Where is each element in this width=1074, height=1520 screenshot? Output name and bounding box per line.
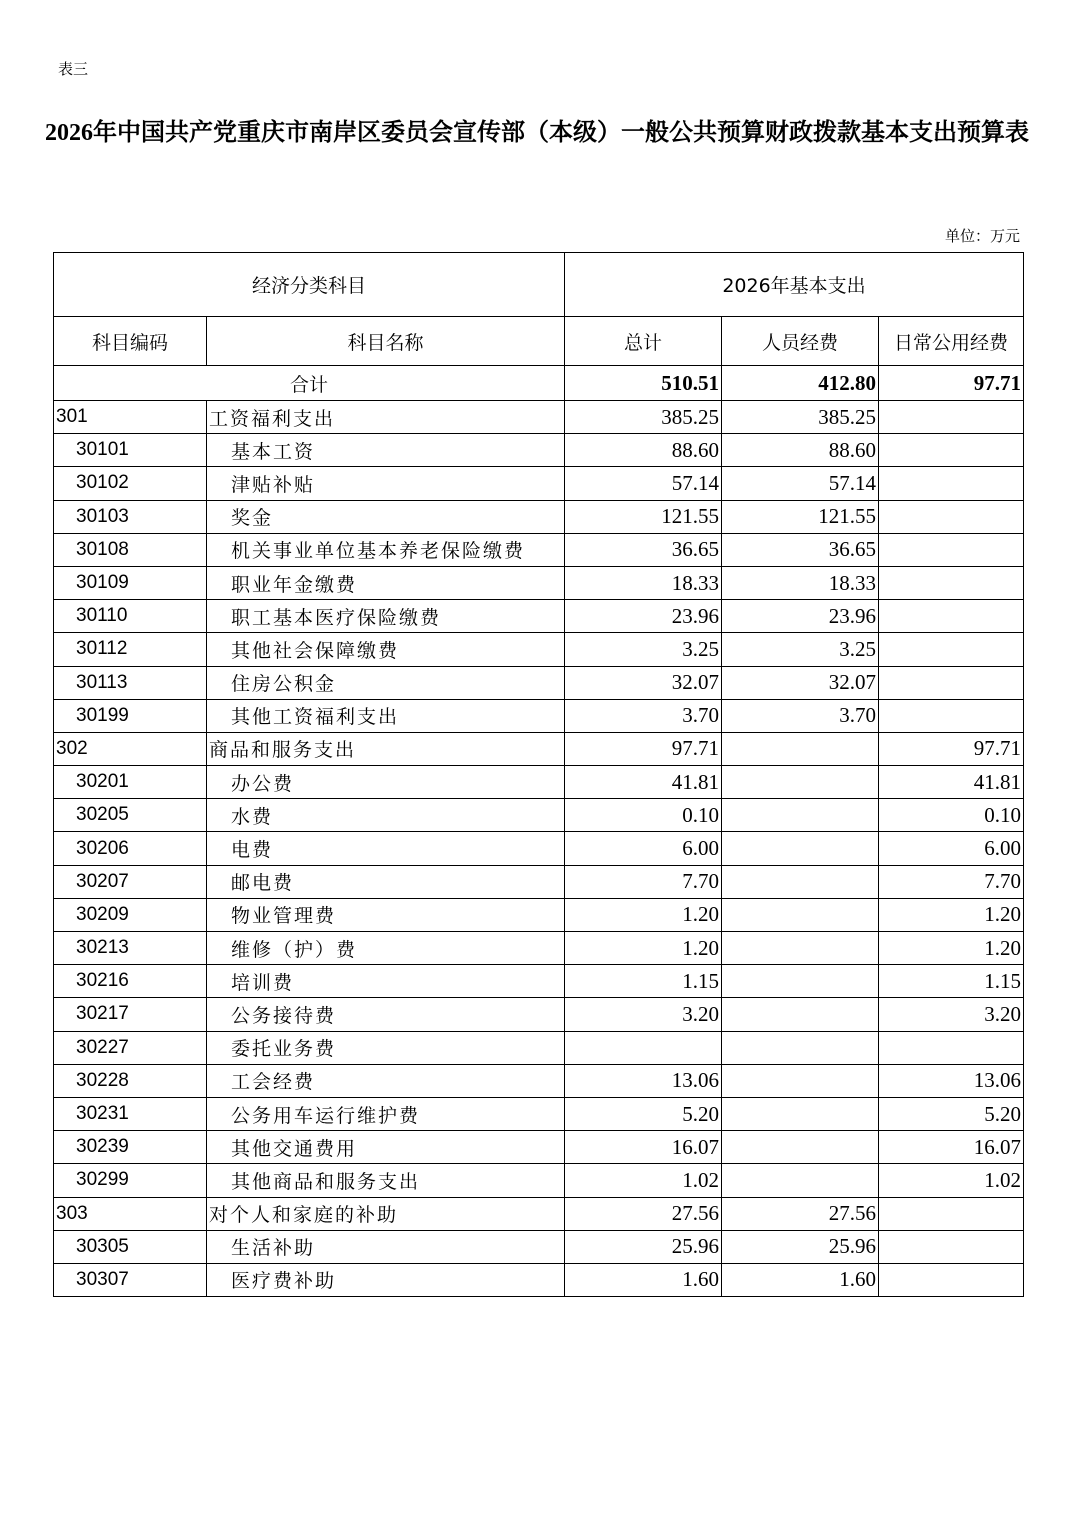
cell-total: 3.70 <box>565 699 722 732</box>
cell-name: 工资福利支出 <box>207 401 565 434</box>
cell-public: 1.20 <box>879 898 1024 931</box>
table-row <box>54 401 1024 434</box>
cell-name: 公务用车运行维护费 <box>207 1097 565 1130</box>
cell-public: 97.71 <box>879 732 1024 765</box>
header-code: 科目编码 <box>54 317 207 366</box>
cell-public: 6.00 <box>879 832 1024 865</box>
cell-public: 5.20 <box>879 1097 1024 1130</box>
cell-code: 30201 <box>54 766 207 799</box>
budget-table <box>53 252 1024 1297</box>
cell-total: 88.60 <box>565 434 722 467</box>
cell-total: 16.07 <box>565 1131 722 1164</box>
cell-personnel <box>722 998 879 1031</box>
cell-name: 水费 <box>207 799 565 832</box>
cell-public <box>879 666 1024 699</box>
header-name: 科目名称 <box>207 317 565 366</box>
cell-name: 其他交通费用 <box>207 1131 565 1164</box>
cell-code: 30207 <box>54 865 207 898</box>
cell-total: 36.65 <box>565 533 722 566</box>
cell-total: 41.81 <box>565 766 722 799</box>
cell-public: 13.06 <box>879 1064 1024 1097</box>
cell-personnel: 385.25 <box>722 401 879 434</box>
cell-public <box>879 699 1024 732</box>
table-row <box>54 732 1024 765</box>
cell-personnel: 3.25 <box>722 633 879 666</box>
cell-personnel: 1.60 <box>722 1263 879 1296</box>
unit-label: 单位：万元 <box>944 227 1020 245</box>
table-row <box>54 932 1024 965</box>
cell-total: 57.14 <box>565 467 722 500</box>
cell-name: 津贴补贴 <box>207 467 565 500</box>
cell-code: 302 <box>54 732 207 765</box>
cell-personnel <box>722 732 879 765</box>
cell-code: 301 <box>54 401 207 434</box>
cell-public <box>879 1197 1024 1230</box>
table-row <box>54 799 1024 832</box>
cell-public: 41.81 <box>879 766 1024 799</box>
cell-total: 1.02 <box>565 1164 722 1197</box>
header-econ: 经济分类科目 <box>54 253 565 317</box>
page-title: 2026年中国共产党重庆市南岸区委员会宣传部（本级）一般公共预算财政拨款基本支出预算表 <box>45 120 1029 146</box>
table-row <box>54 467 1024 500</box>
cell-public <box>879 467 1024 500</box>
cell-personnel: 18.33 <box>722 566 879 599</box>
table-row <box>54 699 1024 732</box>
cell-total: 1.20 <box>565 932 722 965</box>
cell-code: 30112 <box>54 633 207 666</box>
cell-name: 对个人和家庭的补助 <box>207 1197 565 1230</box>
cell-code: 30228 <box>54 1064 207 1097</box>
cell-name: 办公费 <box>207 766 565 799</box>
table-row <box>54 434 1024 467</box>
cell-name: 公务接待费 <box>207 998 565 1031</box>
table-label: 表三 <box>58 60 89 78</box>
cell-public: 1.02 <box>879 1164 1024 1197</box>
table-row <box>54 1263 1024 1296</box>
cell-name: 职工基本医疗保险缴费 <box>207 600 565 633</box>
table-row <box>54 998 1024 1031</box>
header-row-1 <box>54 253 1024 317</box>
cell-personnel <box>722 932 879 965</box>
cell-name: 生活补助 <box>207 1230 565 1263</box>
table-row <box>54 666 1024 699</box>
table-row <box>54 832 1024 865</box>
table-row <box>54 766 1024 799</box>
table-row <box>54 600 1024 633</box>
table-row <box>54 965 1024 998</box>
cell-personnel <box>722 1097 879 1130</box>
table-row <box>54 1031 1024 1064</box>
cell-public <box>879 500 1024 533</box>
cell-code: 30209 <box>54 898 207 931</box>
cell-name: 住房公积金 <box>207 666 565 699</box>
cell-personnel <box>722 1131 879 1164</box>
cell-personnel <box>722 1031 879 1064</box>
cell-total: 3.20 <box>565 998 722 1031</box>
cell-code: 30108 <box>54 533 207 566</box>
cell-personnel <box>722 1164 879 1197</box>
cell-personnel: 121.55 <box>722 500 879 533</box>
cell-public: 3.20 <box>879 998 1024 1031</box>
cell-name: 电费 <box>207 832 565 865</box>
cell-personnel: 25.96 <box>722 1230 879 1263</box>
table-row <box>54 1097 1024 1130</box>
total-public: 97.71 <box>879 366 1024 401</box>
cell-total: 1.20 <box>565 898 722 931</box>
cell-code: 30239 <box>54 1131 207 1164</box>
cell-name: 邮电费 <box>207 865 565 898</box>
table-row <box>54 1197 1024 1230</box>
cell-name: 培训费 <box>207 965 565 998</box>
cell-public <box>879 600 1024 633</box>
cell-public <box>879 1230 1024 1263</box>
cell-total: 1.60 <box>565 1263 722 1296</box>
cell-total: 6.00 <box>565 832 722 865</box>
cell-total: 18.33 <box>565 566 722 599</box>
cell-code: 30213 <box>54 932 207 965</box>
cell-public: 1.15 <box>879 965 1024 998</box>
cell-personnel: 36.65 <box>722 533 879 566</box>
table-row <box>54 1230 1024 1263</box>
cell-code: 30307 <box>54 1263 207 1296</box>
cell-name: 维修（护）费 <box>207 932 565 965</box>
total-row <box>54 366 1024 401</box>
cell-public <box>879 1263 1024 1296</box>
cell-personnel: 23.96 <box>722 600 879 633</box>
cell-personnel: 88.60 <box>722 434 879 467</box>
cell-total: 0.10 <box>565 799 722 832</box>
cell-public <box>879 566 1024 599</box>
cell-personnel: 27.56 <box>722 1197 879 1230</box>
cell-personnel: 57.14 <box>722 467 879 500</box>
cell-code: 30101 <box>54 434 207 467</box>
cell-public <box>879 633 1024 666</box>
cell-name: 物业管理费 <box>207 898 565 931</box>
cell-public: 0.10 <box>879 799 1024 832</box>
header-total: 总计 <box>565 317 722 366</box>
cell-personnel <box>722 766 879 799</box>
cell-total: 25.96 <box>565 1230 722 1263</box>
cell-name: 委托业务费 <box>207 1031 565 1064</box>
cell-code: 30231 <box>54 1097 207 1130</box>
cell-personnel: 3.70 <box>722 699 879 732</box>
cell-code: 30113 <box>54 666 207 699</box>
header-personnel: 人员经费 <box>722 317 879 366</box>
cell-total: 121.55 <box>565 500 722 533</box>
total-label: 合计 <box>54 366 565 401</box>
table-row <box>54 1164 1024 1197</box>
cell-public: 16.07 <box>879 1131 1024 1164</box>
cell-personnel <box>722 898 879 931</box>
header-public: 日常公用经费 <box>879 317 1024 366</box>
cell-code: 30199 <box>54 699 207 732</box>
cell-total: 3.25 <box>565 633 722 666</box>
cell-public: 7.70 <box>879 865 1024 898</box>
cell-personnel <box>722 832 879 865</box>
total-personnel: 412.80 <box>722 366 879 401</box>
cell-total: 23.96 <box>565 600 722 633</box>
cell-public <box>879 434 1024 467</box>
cell-total: 13.06 <box>565 1064 722 1097</box>
cell-code: 30305 <box>54 1230 207 1263</box>
table-row <box>54 500 1024 533</box>
cell-name: 商品和服务支出 <box>207 732 565 765</box>
cell-personnel <box>722 865 879 898</box>
cell-name: 职业年金缴费 <box>207 566 565 599</box>
cell-code: 30102 <box>54 467 207 500</box>
cell-name: 工会经费 <box>207 1064 565 1097</box>
cell-code: 30227 <box>54 1031 207 1064</box>
cell-total <box>565 1031 722 1064</box>
cell-public: 1.20 <box>879 932 1024 965</box>
table-row <box>54 1131 1024 1164</box>
cell-personnel <box>722 1064 879 1097</box>
cell-total: 5.20 <box>565 1097 722 1130</box>
cell-code: 303 <box>54 1197 207 1230</box>
cell-personnel <box>722 965 879 998</box>
cell-name: 其他社会保障缴费 <box>207 633 565 666</box>
cell-name: 其他商品和服务支出 <box>207 1164 565 1197</box>
table-row <box>54 1064 1024 1097</box>
table-row <box>54 898 1024 931</box>
table-row <box>54 865 1024 898</box>
total-total: 510.51 <box>565 366 722 401</box>
cell-code: 30206 <box>54 832 207 865</box>
cell-total: 385.25 <box>565 401 722 434</box>
cell-name: 医疗费补助 <box>207 1263 565 1296</box>
table-row <box>54 566 1024 599</box>
cell-public <box>879 1031 1024 1064</box>
cell-name: 基本工资 <box>207 434 565 467</box>
cell-public <box>879 401 1024 434</box>
table-row <box>54 633 1024 666</box>
cell-total: 7.70 <box>565 865 722 898</box>
cell-name: 机关事业单位基本养老保险缴费 <box>207 533 565 566</box>
cell-personnel <box>722 799 879 832</box>
cell-code: 30109 <box>54 566 207 599</box>
cell-code: 30110 <box>54 600 207 633</box>
cell-public <box>879 533 1024 566</box>
cell-code: 30205 <box>54 799 207 832</box>
header-row-2 <box>54 317 1024 366</box>
cell-total: 97.71 <box>565 732 722 765</box>
cell-name: 奖金 <box>207 500 565 533</box>
cell-code: 30217 <box>54 998 207 1031</box>
cell-personnel: 32.07 <box>722 666 879 699</box>
table-row <box>54 533 1024 566</box>
cell-total: 32.07 <box>565 666 722 699</box>
cell-code: 30299 <box>54 1164 207 1197</box>
cell-total: 1.15 <box>565 965 722 998</box>
cell-code: 30216 <box>54 965 207 998</box>
cell-total: 27.56 <box>565 1197 722 1230</box>
cell-code: 30103 <box>54 500 207 533</box>
header-basic: 2026年基本支出 <box>565 253 1024 317</box>
cell-name: 其他工资福利支出 <box>207 699 565 732</box>
